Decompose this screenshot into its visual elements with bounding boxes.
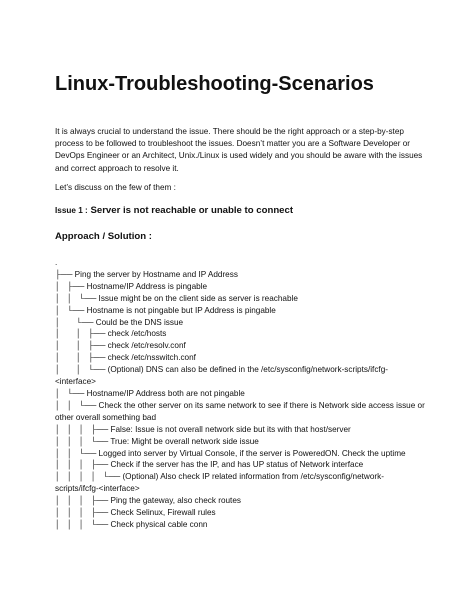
tree-line: │ │ │ └── Check physical cable conn: [55, 519, 208, 529]
tree-line: │ │ │ ├── Check if the server has the IP, and has UP status of Network interface: [55, 460, 364, 470]
issue-heading: [55, 205, 293, 216]
tree-line: │ │ └── Logged into server by Virtual Console, if the server is PoweredON. Check the uptime: [55, 448, 406, 458]
tree-line: │ └── Hostname/IP Address both are not pingable: [55, 388, 245, 398]
tree-line: │ │ ├── check /etc/hosts: [55, 329, 167, 339]
tree-line: │ ├── Hostname/IP Address is pingable: [55, 281, 208, 291]
tree-line: │ └── Could be the DNS issue: [55, 317, 184, 327]
tree-line: │ │ │ ├── Ping the gateway, also check routes: [55, 496, 241, 506]
tree-line: │ └── Hostname is not pingable but IP Address is pingable: [55, 305, 276, 315]
tree-line: │ │ └── Check the other server on its same network to see if there is Network side access issue or other overall something bad: [55, 400, 428, 422]
tree-line: ├── Ping the server by Hostname and IP Address: [55, 269, 238, 279]
issue-text: Server is not reachable or unable to connect: [90, 205, 294, 216]
tree-line: │ │ └── Issue might be on the client side as server is reachable: [55, 293, 298, 303]
lead-in-text: Let’s discuss on the few of them :: [55, 183, 176, 192]
tree-line: │ │ ├── check /etc/resolv.conf: [55, 341, 186, 351]
tree-line: .: [55, 258, 58, 267]
tree-line: │ │ │ ├── False: Issue is not overall network side but its with that host/server: [55, 424, 351, 434]
tree-line: │ │ ├── check /etc/nsswitch.conf: [55, 353, 196, 363]
tree-line: │ │ └── (Optional) DNS can also be defined in the /etc/sysconfig/network-scripts/ifcfg-<interface>: [55, 365, 388, 387]
intro-paragraph: It is always crucial to understand the issue. There should be the right approach or a step-by-step process to be followed to troubleshoot the issues. Doesn’t matter you are a Software Developer or DevOps Engineer or an Architect, Unix./Linux is used widely and you should be aware with the issues and correct approach to resolve it.: [55, 127, 423, 173]
document-title: Linux-Troubleshooting-Scenarios: [55, 73, 374, 95]
troubleshooting-tree: [55, 257, 428, 531]
tree-line: │ │ │ └── True: Might be overall network side issue: [55, 436, 259, 446]
issue-label: Issue 1 :: [55, 206, 88, 215]
tree-line: │ │ │ │ └── (Optional) Also check IP related information from /etc/sysconfig/network-scripts/ifcfg-<interface>: [55, 472, 384, 494]
tree-line: │ │ │ ├── Check Selinux, Firewall rules: [55, 508, 216, 518]
approach-heading: Approach / Solution :: [55, 231, 152, 242]
